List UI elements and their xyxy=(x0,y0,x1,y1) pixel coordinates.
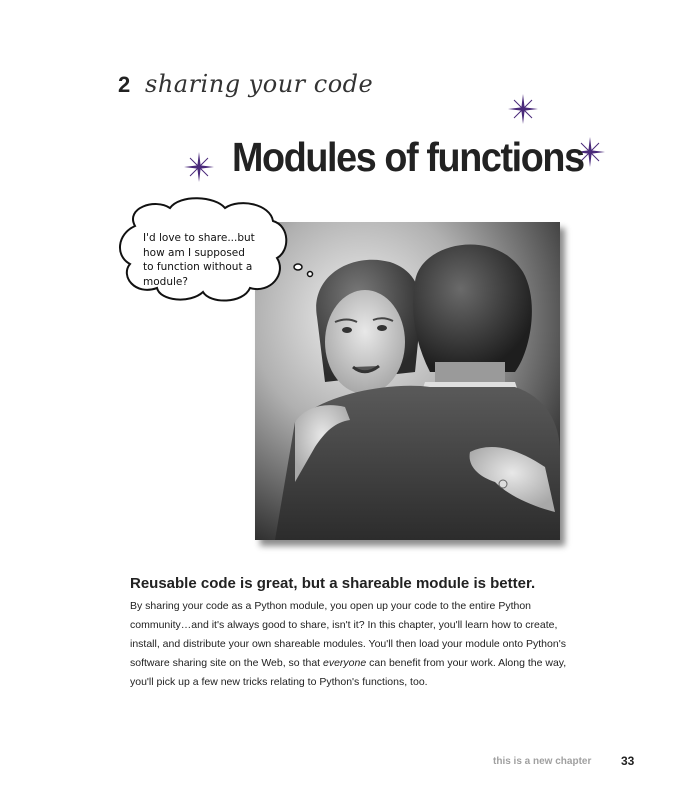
footer-label: this is a new chapter xyxy=(493,756,592,767)
intro-text-2: can benefit from your work. Along the way, you'll pick up a few new tricks relating to Python's functions, too. xyxy=(130,657,567,688)
thought-bubble-text xyxy=(143,231,273,289)
intro-emphasis: everyone xyxy=(323,657,367,669)
chapter-name: sharing your code xyxy=(145,70,374,98)
star-icon xyxy=(508,94,538,124)
thought-line: how am I supposed xyxy=(143,246,245,259)
star-icon xyxy=(184,152,214,182)
page-number: 33 xyxy=(621,754,635,768)
intro-paragraph xyxy=(130,597,570,692)
thought-dots xyxy=(292,262,322,282)
chapter-title: Modules of functions xyxy=(232,134,584,180)
thought-line: to function without a xyxy=(143,261,253,273)
chapter-number: 2 xyxy=(118,72,131,97)
thought-line: I'd love to share...but xyxy=(143,232,255,244)
intro-text-1: By sharing your code as a Python module, you open up your code to the entire Python community…and it's always good to share, isn't it? In this chapter, you'll learn how to create, install, and distribute your own shareable modules. You'll then load your module onto Python's software sharing site on the Web, so that xyxy=(130,600,566,669)
intro-heading: Reusable code is great, but a shareable module is better. xyxy=(130,575,536,592)
thought-line: module? xyxy=(143,275,188,288)
